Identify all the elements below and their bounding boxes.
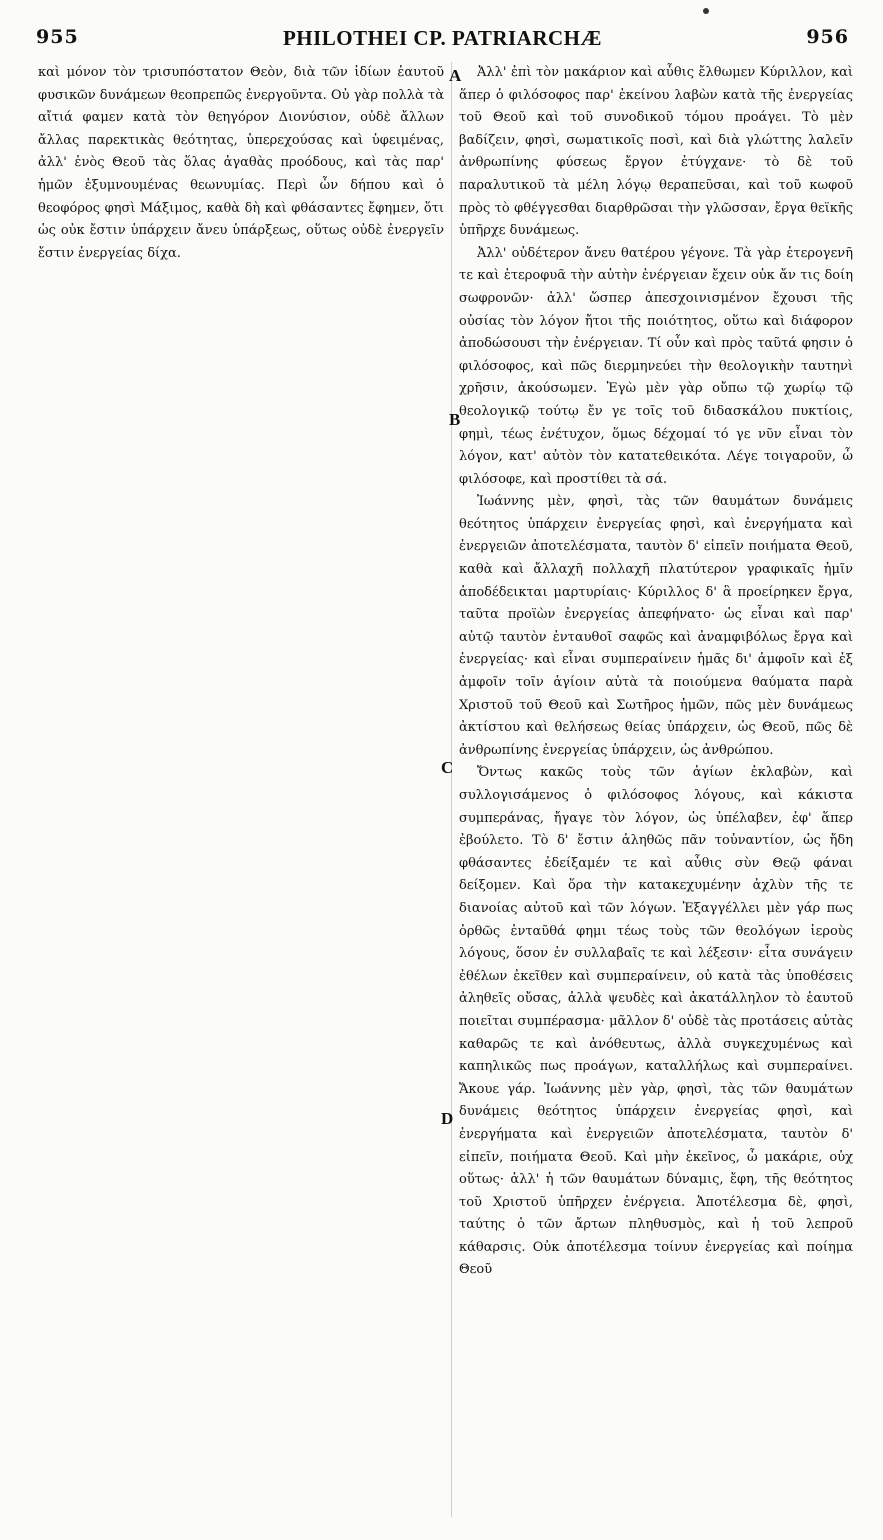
- page-number-left: 955: [36, 26, 79, 48]
- right-paragraph-4: Ὄντως κακῶς τοὺς τῶν ἁγίων ἐκλαβὼν, καὶ συλλογισάμενος ὁ φιλόσοφος λόγους, καὶ κάκιστα συμπεράνας, ἤγαγε τὸν λόγον, ὡς ὑπέλαβεν, ἐφ' ἅπερ ἐβούλετο. Τὸ δ' ἔστιν ἀληθῶς πᾶν τοὐναντίον, ὡς ἤδη φθάσαντες ἐδείξαμέν τε καὶ αὖθις σὺν Θεῷ φάναι δείξομεν. Καὶ ὅρα τὴν κατακεχυμένην ἀχλὺν τῆς τε διανοίας αὐτοῦ καὶ τῶν λόγων. Ἐξαγγέλλει μὲν γάρ πως ὀρθῶς ἐνταῦθά φημι τέως τοὺς τῶν θεολόγων ἱεροὺς λόγους, ὅσον ἐν συλλαβαῖς τε καὶ λέξεσιν· εἶτα συνάγειν ἐθέλων ἐκεῖθεν καὶ συμπεραίνειν, οὐ κατὰ τὰς ὑποθέσεις ἀληθεῖς οὔσας, ἀλλὰ ψευδὲς καὶ ἀκατάλληλον τὸ ἑαυτοῦ ποιεῖται συμπέρασμα· μᾶλλον δ' οὐδὲ τὰς προτάσεις αὐτὰς καθαρῶς τε καὶ ἀνόθευτως, ἀλλὰ συγκεχυμένως καὶ καπηλικῶς πως προάγων, καταλλήλως καὶ συμπεραίνει. Ἄκουε γάρ. Ἰωάννης μὲν γὰρ, φησὶ, τὰς τῶν θαυμάτων δυνάμεις θεότητος ὑπάρχειν ἐνεργείας φησὶ, καὶ ἐνεργήματα καὶ ἐνεργειῶν ἀποτελέσματα, ταυτὸν δ' εἰπεῖν, ποιήματα Θεοῦ. Καὶ μὴν ἐκεῖνος, ὦ μακάριε, οὐχ οὕτως· ἀλλ' ἡ τῶν θαυμάτων δύναμις, ἔφη, τῆς θεότητος τοῦ Χριστοῦ ὑπῆρχεν ἐνέργεια. Ἀποτέλεσμα δὲ, φησὶ, ταύτης ὁ τῶν ἄρτων πληθυσμὸς, καὶ ἡ τοῦ λεπροῦ κάθαρσις. Οὐκ ἀποτέλεσμα τοίνυν ἐνεργείας καὶ ποίημα Θεοῦ: [459, 765, 853, 1278]
- margin-marker-b: B: [449, 410, 461, 429]
- left-paragraph-1: καὶ μόνον τὸν τρισυπόστατον Θεὸν, διὰ τῶν ἰδίων ἑαυτοῦ φυσικῶν δυνάμεων θεοπρεπῶς ἐνεργοῦντα. Οὐ γὰρ πολλὰ τὰ αἴτιά φαμεν κατὰ τὸν θεηγόρον Διονύσιον, οὐδὲ ἄλλων ἄλλας παρεκτικὰς θεότητας, ὑπερεχούσας καὶ ὑφειμένας, ἀλλ' ἑνὸς Θεοῦ τὰς ὅλας ἀγαθὰς προόδους, καὶ τὰς παρ' ἡμῶν ἐξυμνουμένας θεωνυμίας. Περὶ ὧν δήπου καὶ ὁ θεοφόρος φησὶ Μάξιμος, καθὰ δὴ καὶ φθάσαντες ἔφημεν, ὅτι ὡς οὐκ ἔστιν ὑπάρχειν ἄνευ ὑπάρξεως, οὕτως οὐδὲ ἐνεργεῖν ἔστιν ἐνεργείας δίχα.: [38, 65, 444, 261]
- right-paragraph-1: Ἀλλ' ἐπὶ τὸν μακάριον καὶ αὖθις ἔλθωμεν Κύριλλον, καὶ ἅπερ ὁ φιλόσοφος παρ' ἐκείνου λαβὼν κατὰ τῆς ἐνεργείας τοῦ Θεοῦ καὶ τοῦ συνοδικοῦ τόμου προάγει. Τὸ μὲν βαδίζειν, φησὶ, σωματικοῖς ποσὶ, καὶ διὰ γλώττης λαλεῖν ἀνθρωπίνης φύσεως ἔργον ἐτύγχανε· τὸ δὲ τοῦ παραλυτικοῦ τὰ μέλη λόγῳ θεραπεῦσαι, καὶ τοῦ κωφοῦ πρὸς τὸ φθέγγεσθαι διαρθρῶσαι τὴν γλῶσσαν, ἔργα θεϊκῆς ὑπῆρχε δυνάμεως.: [459, 65, 853, 239]
- page-number-right: 956: [806, 26, 849, 48]
- left-column: [38, 62, 444, 1522]
- margin-marker-d: D: [441, 1109, 454, 1128]
- right-paragraph-3: Ἰωάννης μὲν, φησὶ, τὰς τῶν θαυμάτων δυνάμεις θεότητος ὑπάρχειν ἐνεργείας φησὶ, καὶ ἐνεργήματα καὶ ἐνεργειῶν ἀποτελέσματα, ταυτὸν δ' εἰπεῖν ποιήματα Θεοῦ, καθὰ καὶ ἄλλαχῆ πολλαχῆ πλατύτερον γραφικαῖς ἡμῖν ἀποδέδεικται μαρτυρίαις· Κύριλλος δ' ἃ προείρηκεν ἔργα, ταῦτα προϊὼν ἐνεργείας ἀπεφήνατο· ὡς εἶναι καὶ παρ' αὐτῷ ταυτὸν ἐνταυθοῖ σαφῶς καὶ ἀναμφιβόλως ἔργα καὶ ἐνεργείας· καὶ εἶναι συμπεραίνειν ἡμᾶς δι' ἀμφοῖν καὶ ἐξ ἀμφοῖν τοῖν ἁγίοιν αὐτὰ τὰ ποιούμενα θαύματα παρὰ Χριστοῦ τοῦ Θεοῦ καὶ Σωτῆρος ἡμῶν, πῶς μὲν δυνάμεως ἀκτίστου καὶ θελήσεως θείας ὑπάρχειν, ὡς Θεοῦ, πῶς δὲ ἀνθρωπίνης ἐνεργείας ὑπάρχειν, ὡς ἀνθρώπου.: [459, 494, 853, 758]
- ink-speck: [703, 8, 709, 14]
- right-paragraph-2: Ἀλλ' οὐδέτερον ἄνευ θατέρου γέγονε. Τὰ γὰρ ἑτερογενῆ τε καὶ ἑτεροφυᾶ τὴν αὐτὴν ἐνέργειαν ἔχειν οὐκ ἄν τις δοίη σωφρονῶν· ἀλλ' ὥσπερ ἀπεσχοινισμένον ἔχουσι τῆς οὐσίας τὸν λόγον ἤτοι τῆς ποιότητος, οὕτω καὶ διάφορον ἀποδώσουσι τὴν ἐνέργειαν. Τί οὖν καὶ πρὸς ταῦτά φησιν ὁ φιλόσοφος, καὶ πῶς διερμηνεύει τὴν θεολογικὴν ταυτηνὶ χρῆσιν, ἀκούσωμεν. Ἐγὼ μὲν γὰρ οὔπω τῷ χωρίῳ τῷ θεολογικῷ τούτῳ ἔν γε τοῖς τοῦ διδασκάλου πυκτίοις, φημὶ, τέως ἐνέτυχον, ὅμως δέχομαί τό γε νῦν εἶναι τὸν λόγον, κατ' αὐτὸν τὸν κατατεθεικότα. Λέγε τοιγαροῦν, ὦ φιλόσοφε, καὶ προστίθει τὰ σά.: [459, 245, 853, 487]
- column-divider: [451, 62, 452, 1517]
- margin-marker-a: A: [449, 66, 462, 85]
- running-title: PHILOTHEI CP. PATRIARCHÆ: [282, 26, 603, 50]
- running-header: [36, 26, 849, 52]
- margin-marker-c: C: [441, 758, 454, 777]
- right-column: [459, 62, 853, 1522]
